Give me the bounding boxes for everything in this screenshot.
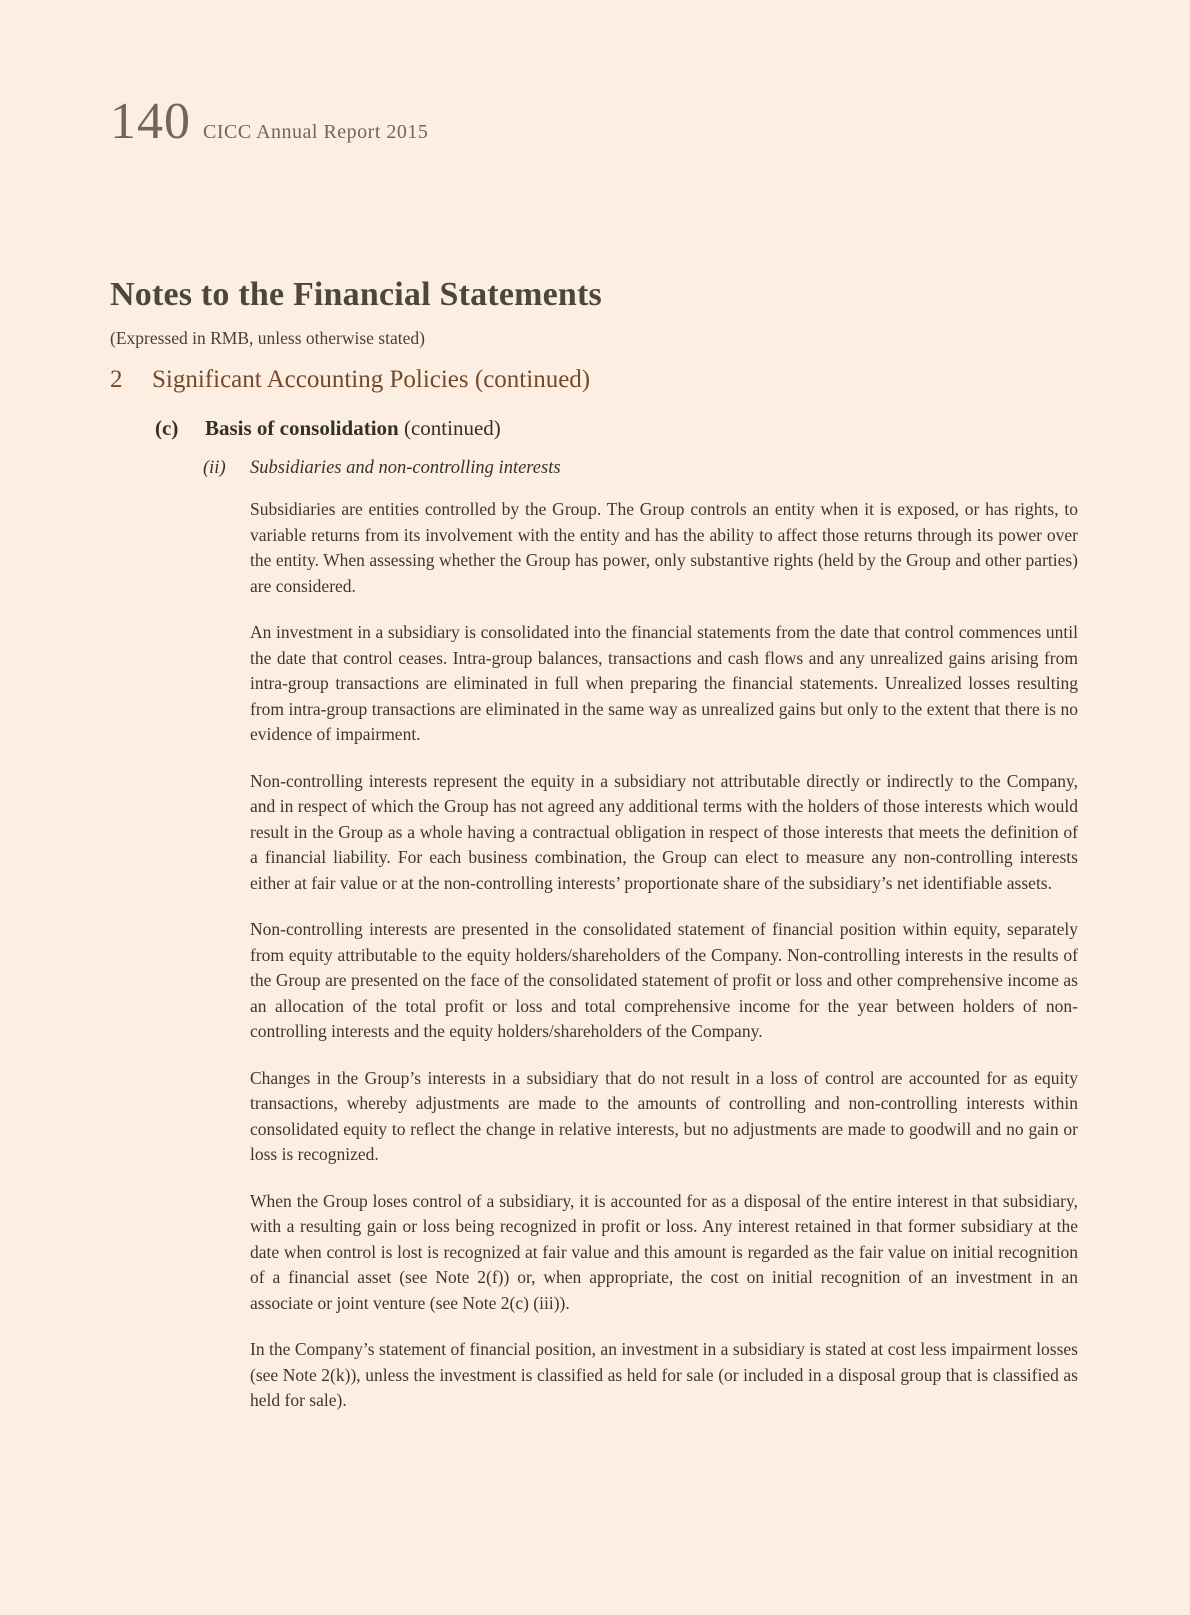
paragraph: Non-controlling interests are presented in the consolidated statement of financial position within equity, separately from equity attributable to the equity holders/shareholders of the Company. Non-controlling interests in the results of the Group are presented on the face of the consolidated statement of profit or loss and other comprehensive income as an allocation of the total profit or loss and total comprehensive income for the year between holders of non-controlling interests and the equity holders/shareholders of the Company.	[250, 919, 1078, 1041]
document-subtitle: (Expressed in RMB, unless otherwise stated)	[110, 328, 425, 348]
report-name: CICC Annual Report 2015	[203, 121, 429, 143]
section-title: Significant Accounting Policies (continued)	[152, 366, 591, 393]
paragraph: Subsidiaries are entities controlled by the Group. The Group controls an entity when it is exposed, or has rights, to variable returns from its involvement with the entity and has the ability to affect those returns through its power over the entity. When assessing whether the Group has power, only substantive rights (held by the Group and other parties) are considered.	[250, 499, 1078, 596]
subsubsection-label: (ii)	[203, 458, 226, 478]
subsection-label: (c)	[155, 416, 179, 440]
page-number: 140	[110, 93, 191, 150]
document-title: Notes to the Financial Statements	[110, 276, 602, 313]
paragraph: In the Company’s statement of financial position, an investment in a subsidiary is stated at cost less impairment losses (see Note 2(k)), unless the investment is classified as held for sale (or included in a disposal group that is classified as held for sale).	[250, 1339, 1078, 1410]
paragraph: When the Group loses control of a subsidiary, it is accounted for as a disposal of the entire interest in that subsidiary, with a resulting gain or loss being recognized in profit or loss. Any interest retained in that former subsidiary at the date when control is lost is recognized at fair value and this amount is regarded as the fair value on initial recognition of a financial asset (see Note 2(f)) or, when appropriate, the cost on initial recognition of an investment in an associate or joint venture (see Note 2(c) (iii)).	[250, 1190, 1078, 1313]
subsubsection-title: Subsidiaries and non-controlling interests	[250, 458, 561, 478]
section-heading	[110, 365, 590, 395]
subsection-title	[205, 416, 501, 441]
paragraph: Changes in the Group’s interests in a subsidiary that do not result in a loss of control are accounted for as equity transactions, whereby adjustments are made to the amounts of controlling and non-controlling interests within consolidated equity to reflect the change in relative interests, but no adjustments are made to goodwill and no gain or loss is recognized.	[250, 1067, 1078, 1164]
paragraph: Non-controlling interests represent the equity in a subsidiary not attributable directly or indirectly to the Company, and in respect of which the Group has not agreed any additional terms with the holders of those interests which would result in the Group as a whole having a contractual obligation in respect of those interests that meets the definition of a financial liability. For each business combination, the Group can elect to measure any non-controlling interests either at fair value or at the non-controlling interests’ proportionate share of the subsidiary’s net identifiable assets.	[250, 770, 1078, 893]
subsection-title-suffix: (continued)	[398, 416, 501, 440]
page-folio	[110, 93, 429, 150]
paragraph: An investment in a subsidiary is consolidated into the financial statements from the date that control commences until the date that control ceases. Intra-group balances, transactions and cash flows and any unrealized gains arising from intra-group transactions are eliminated in full when preparing the financial statements. Unrealized losses resulting from intra-group transactions are eliminated in the same way as unrealized gains but only to the extent that there is no evidence of impairment.	[250, 622, 1078, 744]
subsection-title-bold: Basis of consolidation	[205, 416, 399, 440]
body-text	[250, 497, 1078, 1435]
section-number: 2	[110, 366, 123, 393]
subsubsection-heading	[203, 458, 561, 479]
subsection-heading	[155, 416, 501, 441]
